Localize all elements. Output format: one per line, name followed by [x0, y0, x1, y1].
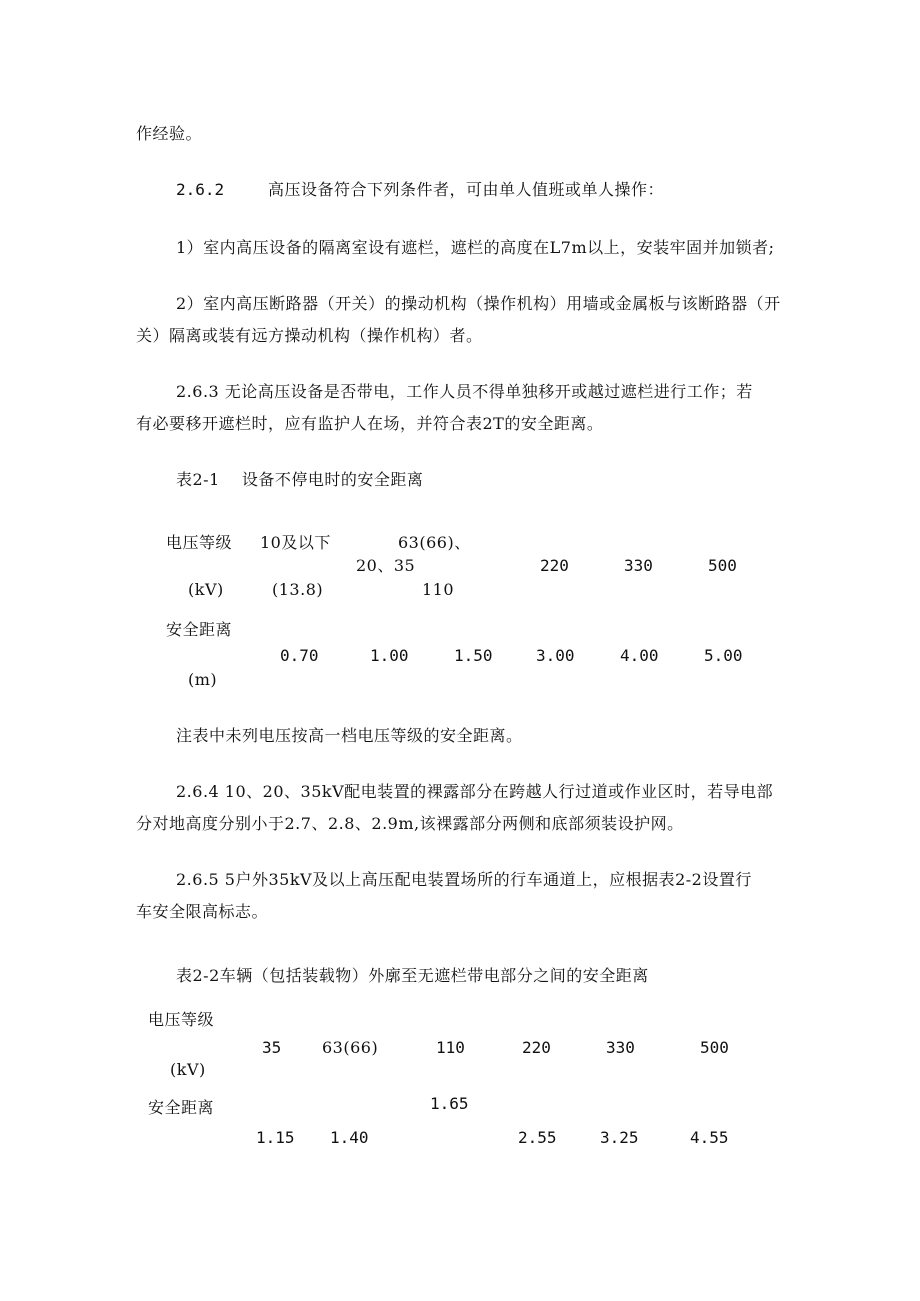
- table1-distance-unit: (m): [188, 670, 218, 689]
- table2-voltage-6: 500: [700, 1038, 729, 1057]
- table-2-1-note: 注表中未列电压按高一档电压等级的安全距离。: [176, 726, 523, 745]
- table1-voltage-5: 330: [624, 556, 653, 575]
- table1-distance-1: 0.70: [280, 646, 319, 665]
- clause-2-6-4-line-1: 2.6.4 10、20、35kV配电装置的裸露部分在跨越人行过道或作业区时，若导电部: [176, 782, 774, 801]
- table2-distance-6: 4.55: [690, 1128, 729, 1147]
- table1-distance-label: 安全距离: [166, 620, 233, 639]
- clause-number-2-6-2: 2.6.2: [176, 180, 225, 199]
- condition-1: 1）室内高压设备的隔离室设有遮栏，遮栏的高度在L7m以上，安装牢固并加锁者;: [176, 238, 775, 257]
- table2-distance-label: 安全距离: [148, 1098, 215, 1117]
- table2-voltage-5: 330: [606, 1038, 635, 1057]
- table1-voltage-4: 220: [540, 556, 569, 575]
- table1-distance-3: 1.50: [454, 646, 493, 665]
- paragraph-continuation: 作经验。: [136, 124, 203, 143]
- table2-distance-2: 1.40: [330, 1128, 369, 1147]
- table1-distance-6: 5.00: [704, 646, 743, 665]
- clause-2-6-5-line-2: 车安全限高标志。: [136, 902, 269, 921]
- table1-voltage-label: 电压等级: [166, 533, 233, 552]
- table1-voltage-unit: (kV): [188, 580, 224, 599]
- clause-2-6-4-line-2: 分对地高度分别小于2.7、2.8、2.9m,该裸露部分两侧和底部须装设护网。: [136, 814, 684, 833]
- table2-distance-3: 1.65: [430, 1094, 469, 1113]
- table-2-2-caption: 表2-2车辆（包括装载物）外廓至无遮栏带电部分之间的安全距离: [176, 966, 649, 985]
- table2-voltage-unit: (kV): [170, 1060, 206, 1079]
- table1-distance-2: 1.00: [370, 646, 409, 665]
- condition-2-line-1: 2）室内高压断路器（开关）的操动机构（操作机构）用墙或金属板与该断路器（开: [176, 294, 781, 313]
- condition-2-line-2: 关）隔离或装有远方操动机构（操作机构）者。: [136, 326, 483, 345]
- clause-2-6-2-text: 高压设备符合下列条件者，可由单人值班或单人操作：: [268, 180, 665, 199]
- table1-distance-4: 3.00: [536, 646, 575, 665]
- table2-voltage-label: 电压等级: [148, 1010, 215, 1029]
- table1-voltage-1a: 10及以下: [260, 533, 331, 552]
- table2-voltage-1: 35: [262, 1038, 282, 1057]
- table1-distance-5: 4.00: [620, 646, 659, 665]
- table1-voltage-1b: (13.8): [272, 580, 324, 599]
- clause-2-6-3-line-2: 有必要移开遮栏时，应有监护人在场，并符合表2T的安全距离。: [136, 414, 604, 433]
- table1-voltage-2: 20、35: [356, 556, 416, 575]
- table2-voltage-4: 220: [522, 1038, 551, 1057]
- table1-voltage-3b: 110: [422, 580, 455, 599]
- table2-voltage-2: 63(66): [322, 1038, 379, 1057]
- clause-2-6-5-line-1: 2.6.5 5户外35kV及以上高压配电装置场所的行车通道上，应根据表2-2设置行: [176, 870, 752, 889]
- table1-voltage-6: 500: [708, 556, 737, 575]
- table2-distance-5: 3.25: [600, 1128, 639, 1147]
- table2-distance-4: 2.55: [518, 1128, 557, 1147]
- table-2-1-caption: 表2-1 设备不停电时的安全距离: [176, 470, 424, 489]
- table2-voltage-3: 110: [436, 1038, 465, 1057]
- clause-2-6-3-line-1: 2.6.3 无论高压设备是否带电，工作人员不得单独移开或越过遮栏进行工作；若: [176, 382, 753, 401]
- table1-voltage-3a: 63(66)、: [398, 533, 471, 552]
- table2-distance-1: 1.15: [256, 1128, 295, 1147]
